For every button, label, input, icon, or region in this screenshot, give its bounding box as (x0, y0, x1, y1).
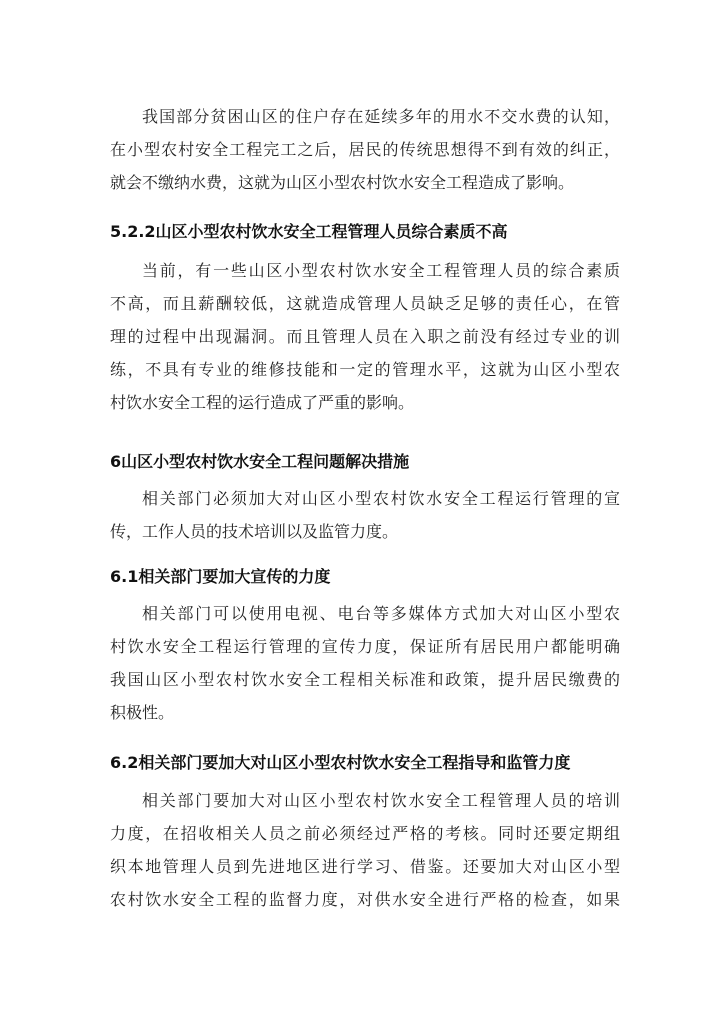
heading-6 (110, 445, 620, 478)
text-line: 相关部门可以使用电视、电台等多媒体方式加大对山区小型农 (142, 604, 620, 623)
section-heading: 5.2.2山区小型农村饮水安全工程管理人员综合素质不高 (110, 222, 508, 241)
heading-6-1 (110, 560, 620, 593)
text-line: 农村饮水安全工程的监督力度，对供水安全进行严格的检查，如果 (110, 890, 620, 909)
text-line: 村饮水安全工程的运行造成了严重的影响。 (110, 393, 415, 412)
section-heading: 6山区小型农村饮水安全工程问题解决措施 (110, 452, 410, 471)
text-line: 就会不缴纳水费，这就为山区小型农村饮水安全工程造成了影响。 (110, 173, 575, 192)
text-line: 在小型农村安全工程完工之后，居民的传统思想得不到有效的纠正， (110, 140, 620, 159)
paragraph-measures-intro (110, 482, 620, 548)
heading-6-2 (110, 746, 620, 779)
text-line: 力度，在招收相关人员之前必须经过严格的考核。同时还要定期组 (110, 824, 620, 843)
paragraph-staff-quality (110, 254, 620, 419)
text-line: 相关部门必须加大对山区小型农村饮水安全工程运行管理的宣 (142, 489, 620, 508)
paragraph-supervision (110, 784, 620, 916)
paragraph-publicity (110, 597, 620, 729)
text-line: 不高，而且薪酬较低，这就造成管理人员缺乏足够的责任心，在管 (110, 294, 620, 313)
text-line: 我国山区小型农村饮水安全工程相关标准和政策，提升居民缴费的 (110, 670, 620, 689)
heading-5-2-2 (110, 215, 620, 248)
section-heading: 6.2相关部门要加大对山区小型农村饮水安全工程指导和监管力度 (110, 753, 571, 772)
text-line: 积极性。 (110, 703, 175, 722)
text-line: 村饮水安全工程运行管理的宣传力度，保证所有居民用户都能明确 (110, 637, 620, 656)
text-line: 传，工作人员的技术培训以及监管力度。 (110, 522, 399, 541)
text-line: 织本地管理人员到先进地区进行学习、借鉴。还要加大对山区小型 (110, 857, 620, 876)
text-line: 当前，有一些山区小型农村饮水安全工程管理人员的综合素质 (142, 261, 620, 280)
text-line: 理的过程中出现漏洞。而且管理人员在入职之前没有经过专业的训 (110, 327, 620, 346)
text-line: 练，不具有专业的维修技能和一定的管理水平，这就为山区小型农 (110, 360, 620, 379)
section-heading: 6.1相关部门要加大宣传的力度 (110, 567, 331, 586)
paragraph-water-fee-awareness (110, 100, 620, 199)
text-line: 我国部分贫困山区的住户存在延续多年的用水不交水费的认知， (142, 107, 620, 126)
text-line: 相关部门要加大对山区小型农村饮水安全工程管理人员的培训 (142, 791, 620, 810)
